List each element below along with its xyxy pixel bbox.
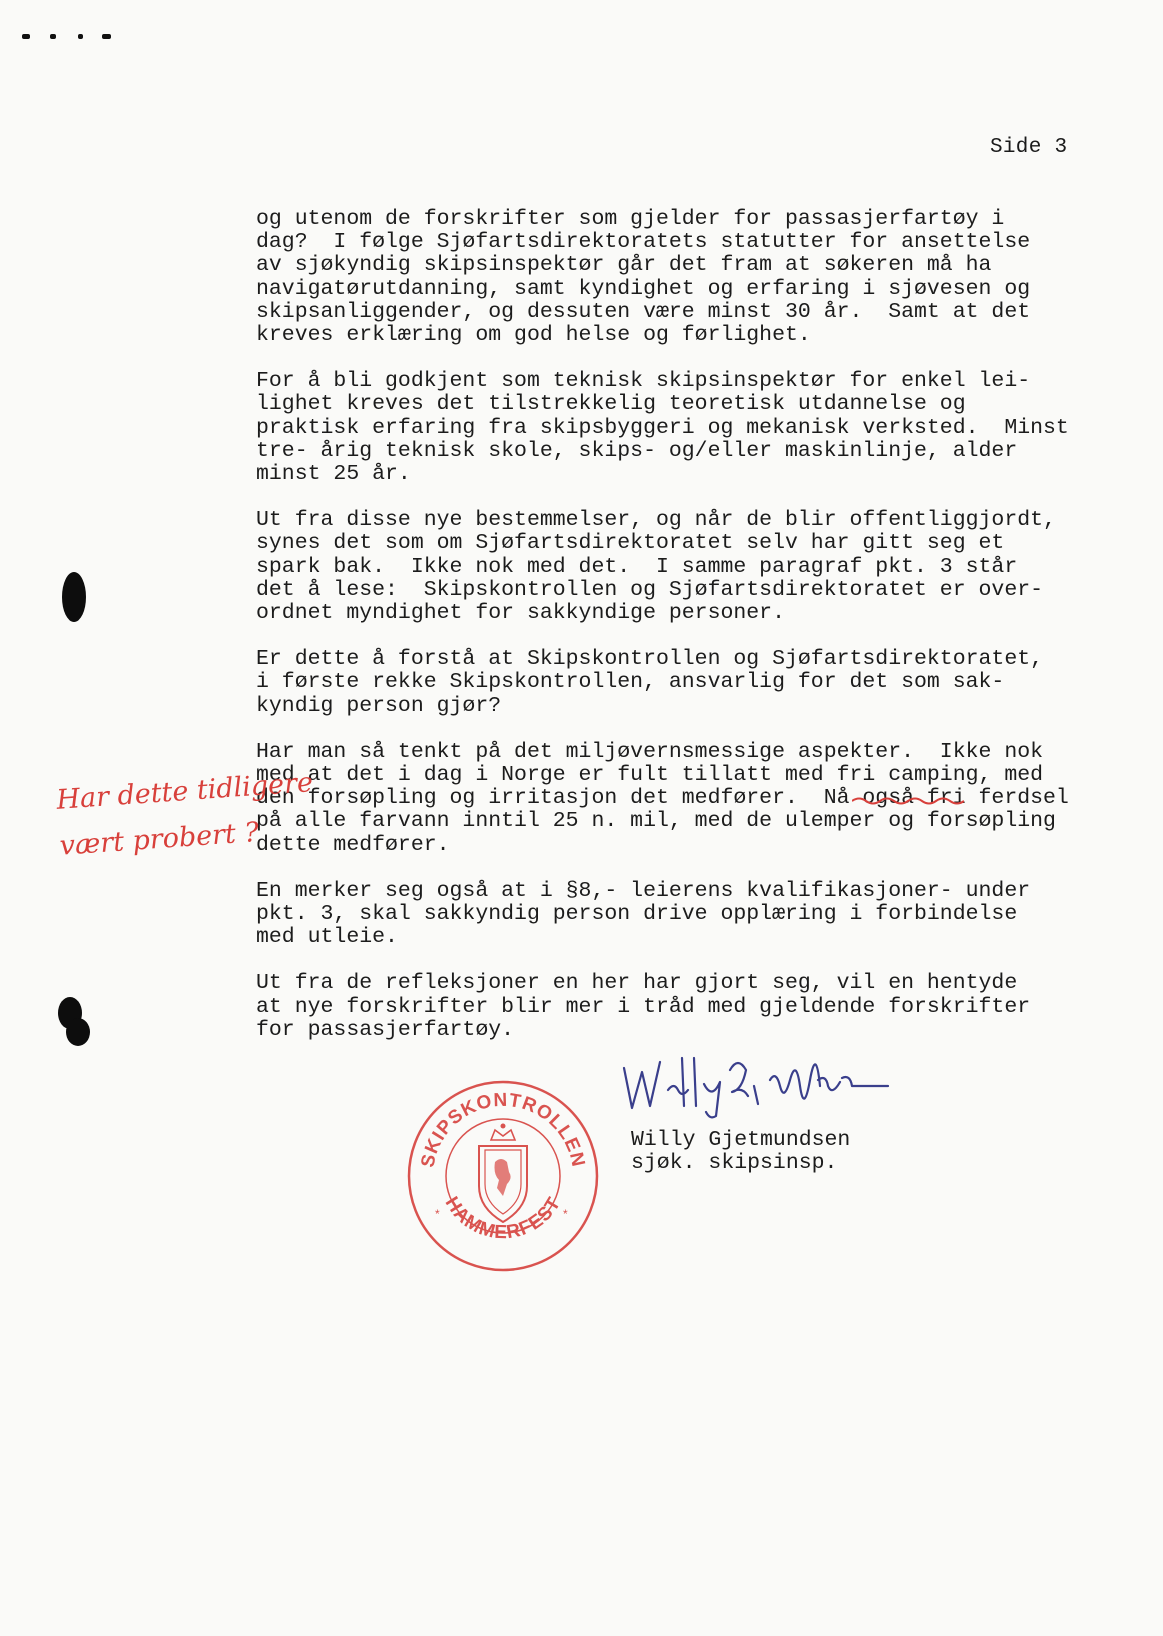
text-line: den forsøpling og irritasjon det medfører. Nå også fri ferdsel — [256, 786, 1069, 811]
signatory-title: sjøk. skipsinsp. — [631, 1151, 838, 1175]
page-number: Side 3 — [990, 136, 1068, 159]
paragraph — [256, 880, 1136, 950]
text-line: skipsanliggender, og dessuten være minst 30 år. Samt at det — [256, 299, 1031, 324]
stamp-bottom-text: HAMMERFEST — [440, 1193, 566, 1244]
text-line: på alle farvann inntil 25 n. mil, med de ulemper og forsøpling — [256, 809, 1056, 834]
text-line: at nye forskrifter blir mer i tråd med gjeldende forskrifter — [256, 994, 1031, 1019]
signature-scribble — [620, 1050, 890, 1120]
stamp-top-text: SKIPSKONTROLLEN — [417, 1089, 589, 1170]
corner-marks — [22, 30, 122, 42]
text-line: spark bak. Ikke nok med det. I samme paragraf pkt. 3 står — [256, 554, 1018, 579]
svg-text:*: * — [435, 1207, 440, 1221]
text-line: og utenom de forskrifter som gjelder for passasjerfartøy i — [256, 207, 1005, 231]
text-line: navigatørutdanning, samt kyndighet og erfaring i sjøvesen og — [256, 276, 1031, 301]
paragraph — [256, 741, 1136, 857]
text-line: dag? I følge Sjøfartsdirektoratets statutter for ansettelse — [256, 230, 1031, 255]
letter-body — [256, 208, 1136, 1065]
text-line: lighet kreves det tilstrekkelig teoretisk utdannelse og — [256, 392, 966, 417]
text-line: dette medfører. — [256, 832, 450, 857]
text-line: Ut fra de refleksjoner en her har gjort seg, vil en hentyde — [256, 971, 1018, 996]
punch-hole-mark — [66, 1018, 90, 1046]
text-line: Har man så tenkt på det miljøvernsmessige aspekter. Ikke nok — [256, 739, 1044, 764]
text-line: praktisk erfaring fra skipsbyggeri og mekanisk verksted. Minst — [256, 415, 1069, 440]
text-line: kreves erklæring om god helse og førlighet. — [256, 323, 811, 348]
svg-text:HAMMERFEST — [441, 1193, 566, 1243]
text-line: for passasjerfartøy. — [256, 1017, 515, 1042]
punch-hole-mark — [62, 572, 86, 622]
margin-note-line: Har dette tidligere — [55, 767, 314, 816]
official-stamp — [405, 1078, 601, 1274]
margin-note-line: vært probert ? — [58, 816, 260, 862]
signatory-name: Willy Gjetmundsen — [631, 1128, 851, 1152]
margin-note-handwritten — [55, 764, 314, 870]
text-line: pkt. 3, skal sakkyndig person drive opplæring i forbindelse — [256, 902, 1018, 927]
text-line: En merker seg også at i §8,- leierens kvalifikasjoner- under — [256, 878, 1031, 903]
red-wavy-underline — [852, 796, 964, 806]
text-line: Er dette å forstå at Skipskontrollen og Sjøfartsdirektoratet, — [256, 647, 1044, 672]
svg-text:SKIPSKONTROLLEN — [417, 1090, 588, 1169]
signature-block — [631, 1129, 850, 1175]
paragraph — [256, 208, 1136, 347]
text-line: tre- årig teknisk skole, skips- og/eller maskinlinje, alder — [256, 438, 1018, 463]
text-line: med at det i dag i Norge er fult tillatt med fri camping, med — [256, 763, 1044, 788]
text-line: minst 25 år. — [256, 462, 411, 487]
paragraph — [256, 370, 1136, 486]
paragraph — [256, 972, 1136, 1042]
text-line: i første rekke Skipskontrollen, ansvarlig for det som sak- — [256, 670, 1005, 695]
text-line: med utleie. — [256, 925, 398, 950]
text-line: ordnet myndighet for sakkyndige personer. — [256, 601, 785, 626]
paragraph — [256, 509, 1136, 625]
text-line: kyndig person gjør? — [256, 693, 502, 718]
text-line: det å lese: Skipskontrollen og Sjøfartsdirektoratet er over- — [256, 577, 1044, 602]
paragraph — [256, 648, 1136, 718]
svg-text:*: * — [563, 1207, 568, 1221]
text-line: av sjøkyndig skipsinspektør går det fram at søkeren må ha — [256, 253, 992, 278]
text-line: synes det som om Sjøfartsdirektoratet selv har gitt seg et — [256, 531, 1005, 556]
text-line: Ut fra disse nye bestemmelser, og når de blir offentliggjordt, — [256, 508, 1056, 533]
text-line: For å bli godkjent som teknisk skipsinspektør for enkel lei- — [256, 369, 1031, 394]
